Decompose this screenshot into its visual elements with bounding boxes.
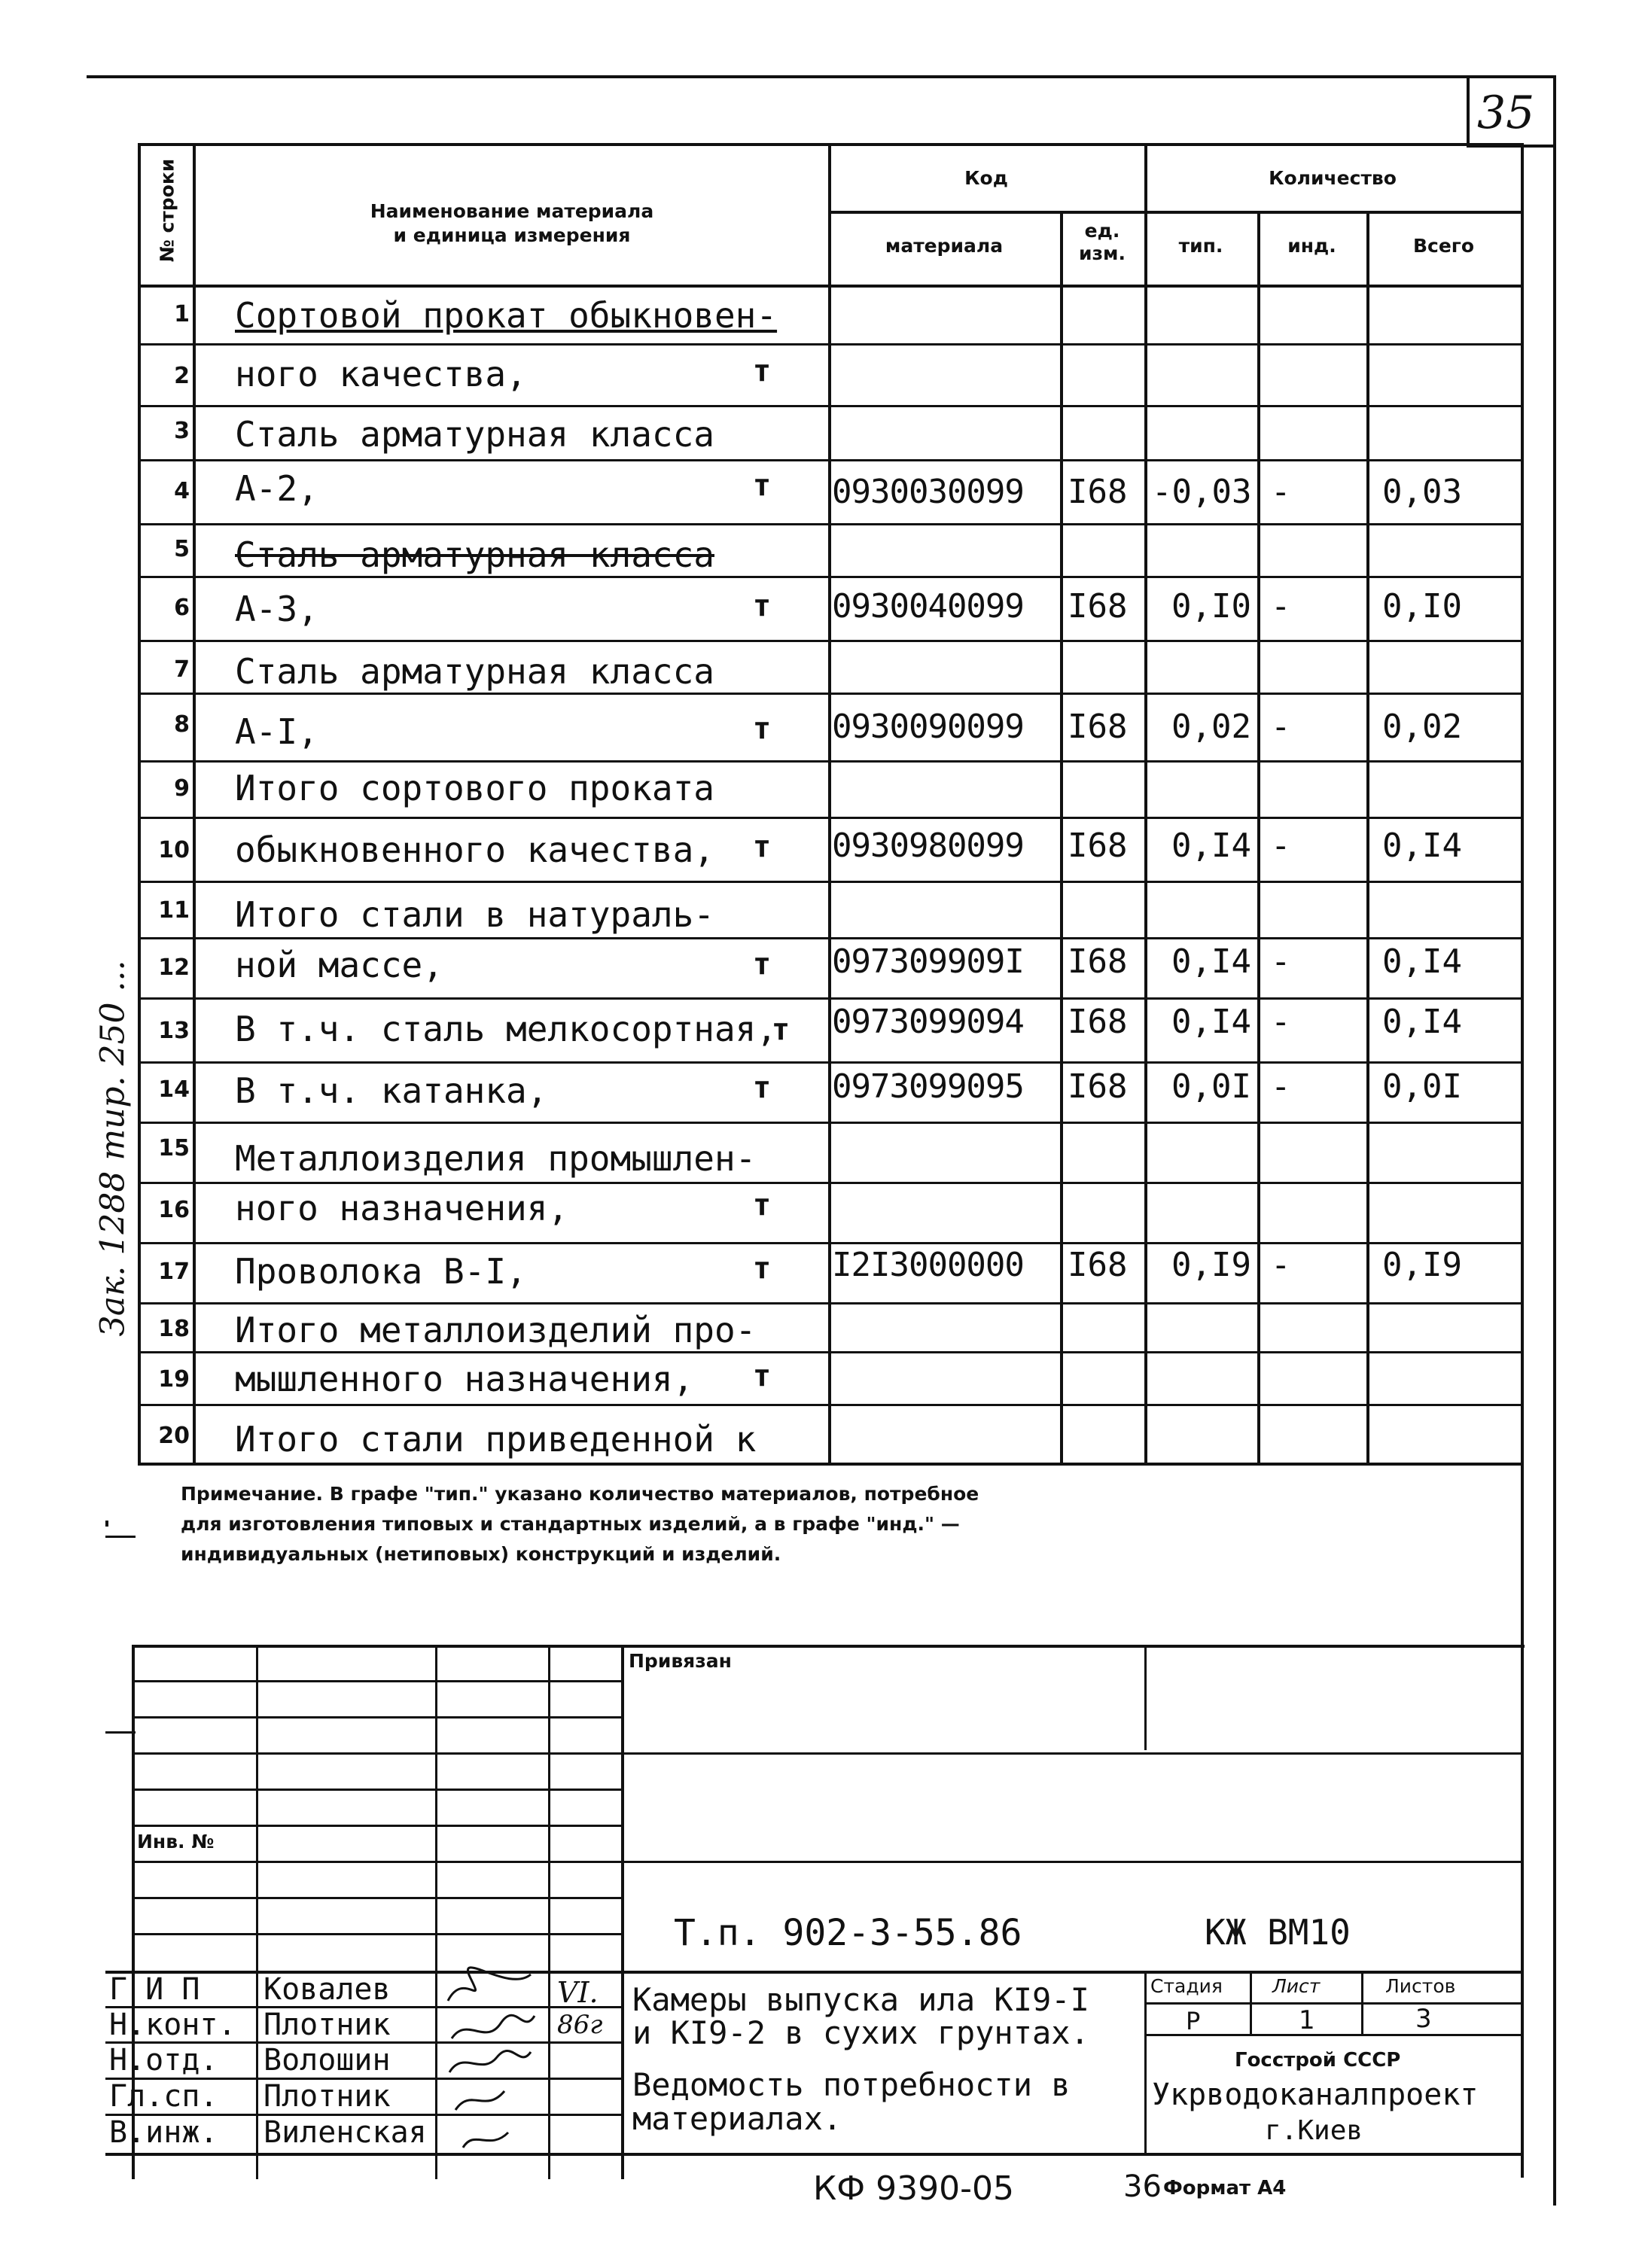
row-code: 0973099094 (832, 1003, 1024, 1041)
row-sep (138, 459, 1523, 461)
row-unit: т (753, 947, 772, 982)
row-unit: т (753, 589, 772, 623)
row-sep (138, 576, 1523, 578)
side-annotation: Зак. 1288 тир. 250 ... (93, 960, 133, 1337)
row-ed: I68 (1068, 708, 1128, 746)
row-name: А-2, (235, 468, 318, 509)
row-ind: - (1271, 942, 1291, 981)
sheet-label: Лист (1272, 1975, 1321, 1997)
row-total: 0,0I (1382, 1067, 1462, 1106)
row-ind: - (1271, 1246, 1291, 1284)
sheet-value: 1 (1299, 2005, 1315, 2035)
row-number: 5 (174, 536, 190, 562)
person-name: Волошин (264, 2043, 391, 2078)
title-line4: материалах. (632, 2100, 842, 2137)
row-unit: т (753, 1070, 772, 1105)
margin-tick (105, 1521, 108, 1527)
row-sep (138, 1122, 1523, 1124)
top-rule (87, 75, 1555, 78)
row-sep (138, 405, 1523, 407)
col-name (828, 143, 831, 1464)
row-number: 20 (158, 1423, 190, 1449)
tb-row (132, 1825, 621, 1827)
row-unit: т (753, 354, 772, 388)
row-number: 16 (158, 1197, 190, 1223)
sheets-value: 3 (1415, 2004, 1432, 2034)
row-sep (138, 760, 1523, 763)
row-code: 0973099095 (832, 1067, 1024, 1106)
signature-icon (440, 1963, 546, 2159)
tb-row (132, 1861, 1521, 1863)
tb-top (132, 1645, 1525, 1648)
row-name: ной массе, (235, 945, 443, 985)
row-name: В т.ч. сталь мелкосортная, (235, 1009, 778, 1049)
tb-row (132, 1752, 1521, 1755)
row-total: 0,I4 (1382, 827, 1462, 865)
row-name: Сортовой прокат обыкновен- (235, 295, 778, 336)
tb-stage-row1 (1144, 2002, 1521, 2005)
row-number: 4 (174, 478, 190, 504)
person-name: Виленская (264, 2115, 427, 2150)
row-typ: 0,I4 (1171, 1003, 1251, 1041)
row-total: 0,I4 (1382, 942, 1462, 981)
row-typ: 0,I4 (1171, 942, 1251, 981)
person-name: Плотник (264, 2008, 391, 2042)
row-unit: т (753, 711, 772, 746)
tb-row (132, 1933, 621, 1935)
row-ed: I68 (1068, 473, 1128, 511)
date-month: VI. (557, 1976, 599, 2009)
row-name: Итого металлоизделий про- (235, 1310, 757, 1350)
privyazan-label: Привязан (629, 1650, 732, 1672)
row-ind: - (1271, 708, 1291, 746)
role: Н.конт. (109, 2008, 236, 2042)
row-typ: 0,02 (1171, 708, 1251, 746)
row-sep (138, 1061, 1523, 1064)
tb-row (132, 1897, 621, 1899)
margin-tick (105, 1536, 136, 1538)
inv-no-label: Инв. № (137, 1831, 215, 1852)
row-name: Итого сортового проката (235, 768, 714, 808)
tb-col5 (1144, 1645, 1147, 1750)
footer-format: Формат А4 (1163, 2177, 1287, 2200)
stage-label: Стадия (1150, 1975, 1223, 1997)
header-code-material: материала (885, 235, 1004, 257)
row-sep (138, 1404, 1523, 1406)
row-ed: I68 (1068, 1003, 1128, 1041)
row-name: Итого стали в натураль- (235, 894, 714, 935)
col-rownum (193, 143, 196, 1464)
row-typ: 0,I4 (1171, 827, 1251, 865)
table-bottom (138, 1463, 1523, 1466)
header-code-unit: ед. изм. (1079, 220, 1126, 264)
person-name: Плотник (264, 2079, 391, 2114)
header-row-no: № строки (156, 158, 178, 263)
row-sep (138, 881, 1523, 883)
role: В.инж. (109, 2115, 218, 2150)
title-line3: Ведомость потребности в (632, 2066, 1071, 2103)
tb-col3 (548, 1645, 550, 2179)
tb-col1 (256, 1645, 258, 2179)
person-name: Ковалев (264, 1972, 391, 2007)
header-code-group: Код (964, 167, 1008, 189)
tb-stage-col (1144, 1971, 1147, 2155)
row-ed: I68 (1068, 827, 1128, 865)
row-number: 6 (174, 595, 190, 621)
row-ind: - (1271, 587, 1291, 626)
row-number: 11 (158, 897, 190, 924)
tb-right (1521, 1463, 1524, 2178)
row-sep (138, 343, 1523, 346)
header-qty-typ: тип. (1178, 235, 1223, 257)
row-number: 3 (174, 418, 190, 444)
row-number: 1 (174, 301, 190, 327)
row-unit: т (753, 830, 772, 864)
row-code: 0930090099 (832, 708, 1024, 746)
row-unit: т (772, 1012, 791, 1047)
org-line1: Госстрой СССР (1235, 2049, 1401, 2072)
row-sep (138, 1242, 1523, 1244)
row-code: 0930030099 (832, 473, 1024, 511)
row-name: Сталь арматурная класса (235, 534, 714, 575)
col-typ (1257, 211, 1260, 1464)
row-name: Проволока В-I, (235, 1251, 527, 1292)
col-ed (1144, 143, 1147, 1464)
row-ind: - (1271, 473, 1291, 511)
page-number: 35 (1477, 87, 1535, 139)
row-sep (138, 1302, 1523, 1304)
row-name: Сталь арматурная класса (235, 414, 714, 455)
row-number: 2 (174, 363, 190, 389)
row-name: А-3, (235, 589, 318, 629)
footer-page: 36 (1123, 2169, 1162, 2204)
row-sep (138, 817, 1523, 819)
row-name: Металлоизделия промышлен- (235, 1138, 757, 1179)
row-sep (138, 1351, 1523, 1353)
page-number-box-left (1467, 75, 1470, 147)
role: Г И П (109, 1972, 200, 2007)
row-ed: I68 (1068, 1246, 1128, 1284)
header-mid (828, 211, 1521, 214)
row-number: 14 (158, 1076, 190, 1103)
date-year: 86г (557, 2010, 603, 2040)
tb-col4 (621, 1645, 624, 2179)
row-unit: т (753, 1359, 772, 1393)
row-sep (138, 997, 1523, 1000)
row-typ: 0,I9 (1171, 1246, 1251, 1284)
tb-stage-row2 (1144, 2034, 1521, 2036)
row-code: 0930980099 (832, 827, 1024, 865)
tb-row (132, 1680, 621, 1682)
row-unit: т (753, 1188, 772, 1222)
row-number: 17 (158, 1259, 190, 1285)
header-qty-ind: инд. (1287, 235, 1336, 257)
row-name: мышленного назначения, (235, 1359, 694, 1399)
row-sep (138, 1182, 1523, 1184)
row-number: 7 (174, 656, 190, 683)
row-code: 0930040099 (832, 587, 1024, 626)
header-name: Наименование материала и единица измерения (370, 200, 654, 246)
row-name: обыкновенного качества, (235, 830, 714, 870)
row-total: 0,02 (1382, 708, 1462, 746)
row-code: I2I3000000 (832, 1246, 1024, 1284)
row-number: 12 (158, 954, 190, 981)
doc-mark: КЖ ВМ10 (1205, 1912, 1351, 1953)
role: Гл.сп. (109, 2079, 218, 2114)
row-ed: I68 (1068, 1067, 1128, 1106)
row-ed: I68 (1068, 942, 1128, 981)
row-typ: -0,03 (1152, 473, 1252, 511)
row-name: ного назначения, (235, 1188, 569, 1228)
header-qty-group: Количество (1269, 167, 1397, 189)
row-number: 10 (158, 837, 190, 863)
row-total: 0,I0 (1382, 587, 1462, 626)
col-ind (1366, 211, 1369, 1464)
row-typ: 0,I0 (1171, 587, 1251, 626)
row-number: 18 (158, 1316, 190, 1342)
row-sep (138, 523, 1523, 525)
margin-tick (105, 1731, 136, 1734)
tb-row (132, 1716, 621, 1719)
row-number: 13 (158, 1018, 190, 1044)
tb-stage-sep1 (1250, 1971, 1252, 2035)
sheets-label: Листов (1385, 1975, 1456, 1997)
row-number: 19 (158, 1366, 190, 1393)
row-total: 0,03 (1382, 473, 1462, 511)
row-total: 0,I9 (1382, 1246, 1462, 1284)
row-number: 9 (174, 775, 190, 802)
row-unit: т (753, 1251, 772, 1286)
tb-stage-sep2 (1361, 1971, 1363, 2035)
stage-value: Р (1186, 2007, 1201, 2035)
row-total: 0,I4 (1382, 1003, 1462, 1041)
row-name: А-I, (235, 711, 318, 752)
row-name: ного качества, (235, 354, 527, 394)
row-name: В т.ч. катанка, (235, 1070, 548, 1111)
note-text: Примечание. В графе "тип." указано количество материалов, потребное для изготовления типовых и стандартных изделий, а в графе "инд." — индивидуальных (нетиповых) конструкций и изделий. (181, 1483, 979, 1565)
row-code: 097309909I (832, 942, 1024, 981)
header-qty-total: Всего (1412, 235, 1475, 257)
role: Н.отд. (109, 2043, 218, 2078)
frame-right (1521, 143, 1524, 1464)
tb-bottom (105, 2153, 1521, 2156)
frame-left (138, 143, 141, 1464)
org-line2: Укрводоканалпроект (1152, 2078, 1479, 2112)
row-ed: I68 (1068, 587, 1128, 626)
title-line2: и КI9-2 в сухих грунтах. (632, 2014, 1089, 2051)
row-sep (138, 937, 1523, 939)
row-number: 15 (158, 1135, 190, 1161)
row-sep (138, 640, 1523, 642)
row-ind: - (1271, 1067, 1291, 1106)
row-unit: т (753, 468, 772, 503)
row-name: Сталь арматурная класса (235, 651, 714, 692)
title-line1: Камеры выпуска ила КI9-I (632, 1981, 1089, 2018)
row-number: 8 (174, 711, 190, 738)
row-typ: 0,0I (1171, 1067, 1251, 1106)
footer-code: КФ 9390-05 (813, 2169, 1014, 2208)
page-number-box-right (1553, 75, 1556, 2206)
row-ind: - (1271, 1003, 1291, 1041)
col-code (1060, 211, 1063, 1464)
doc-code: Т.п. 902-3-55.86 (674, 1912, 1022, 1954)
row-ind: - (1271, 827, 1291, 865)
org-line3: г.Киев (1265, 2115, 1363, 2146)
tb-row (132, 1789, 621, 1791)
row-sep (138, 693, 1523, 695)
tb-col2 (435, 1645, 437, 2179)
row-name: Итого стали приведенной к (235, 1419, 757, 1460)
